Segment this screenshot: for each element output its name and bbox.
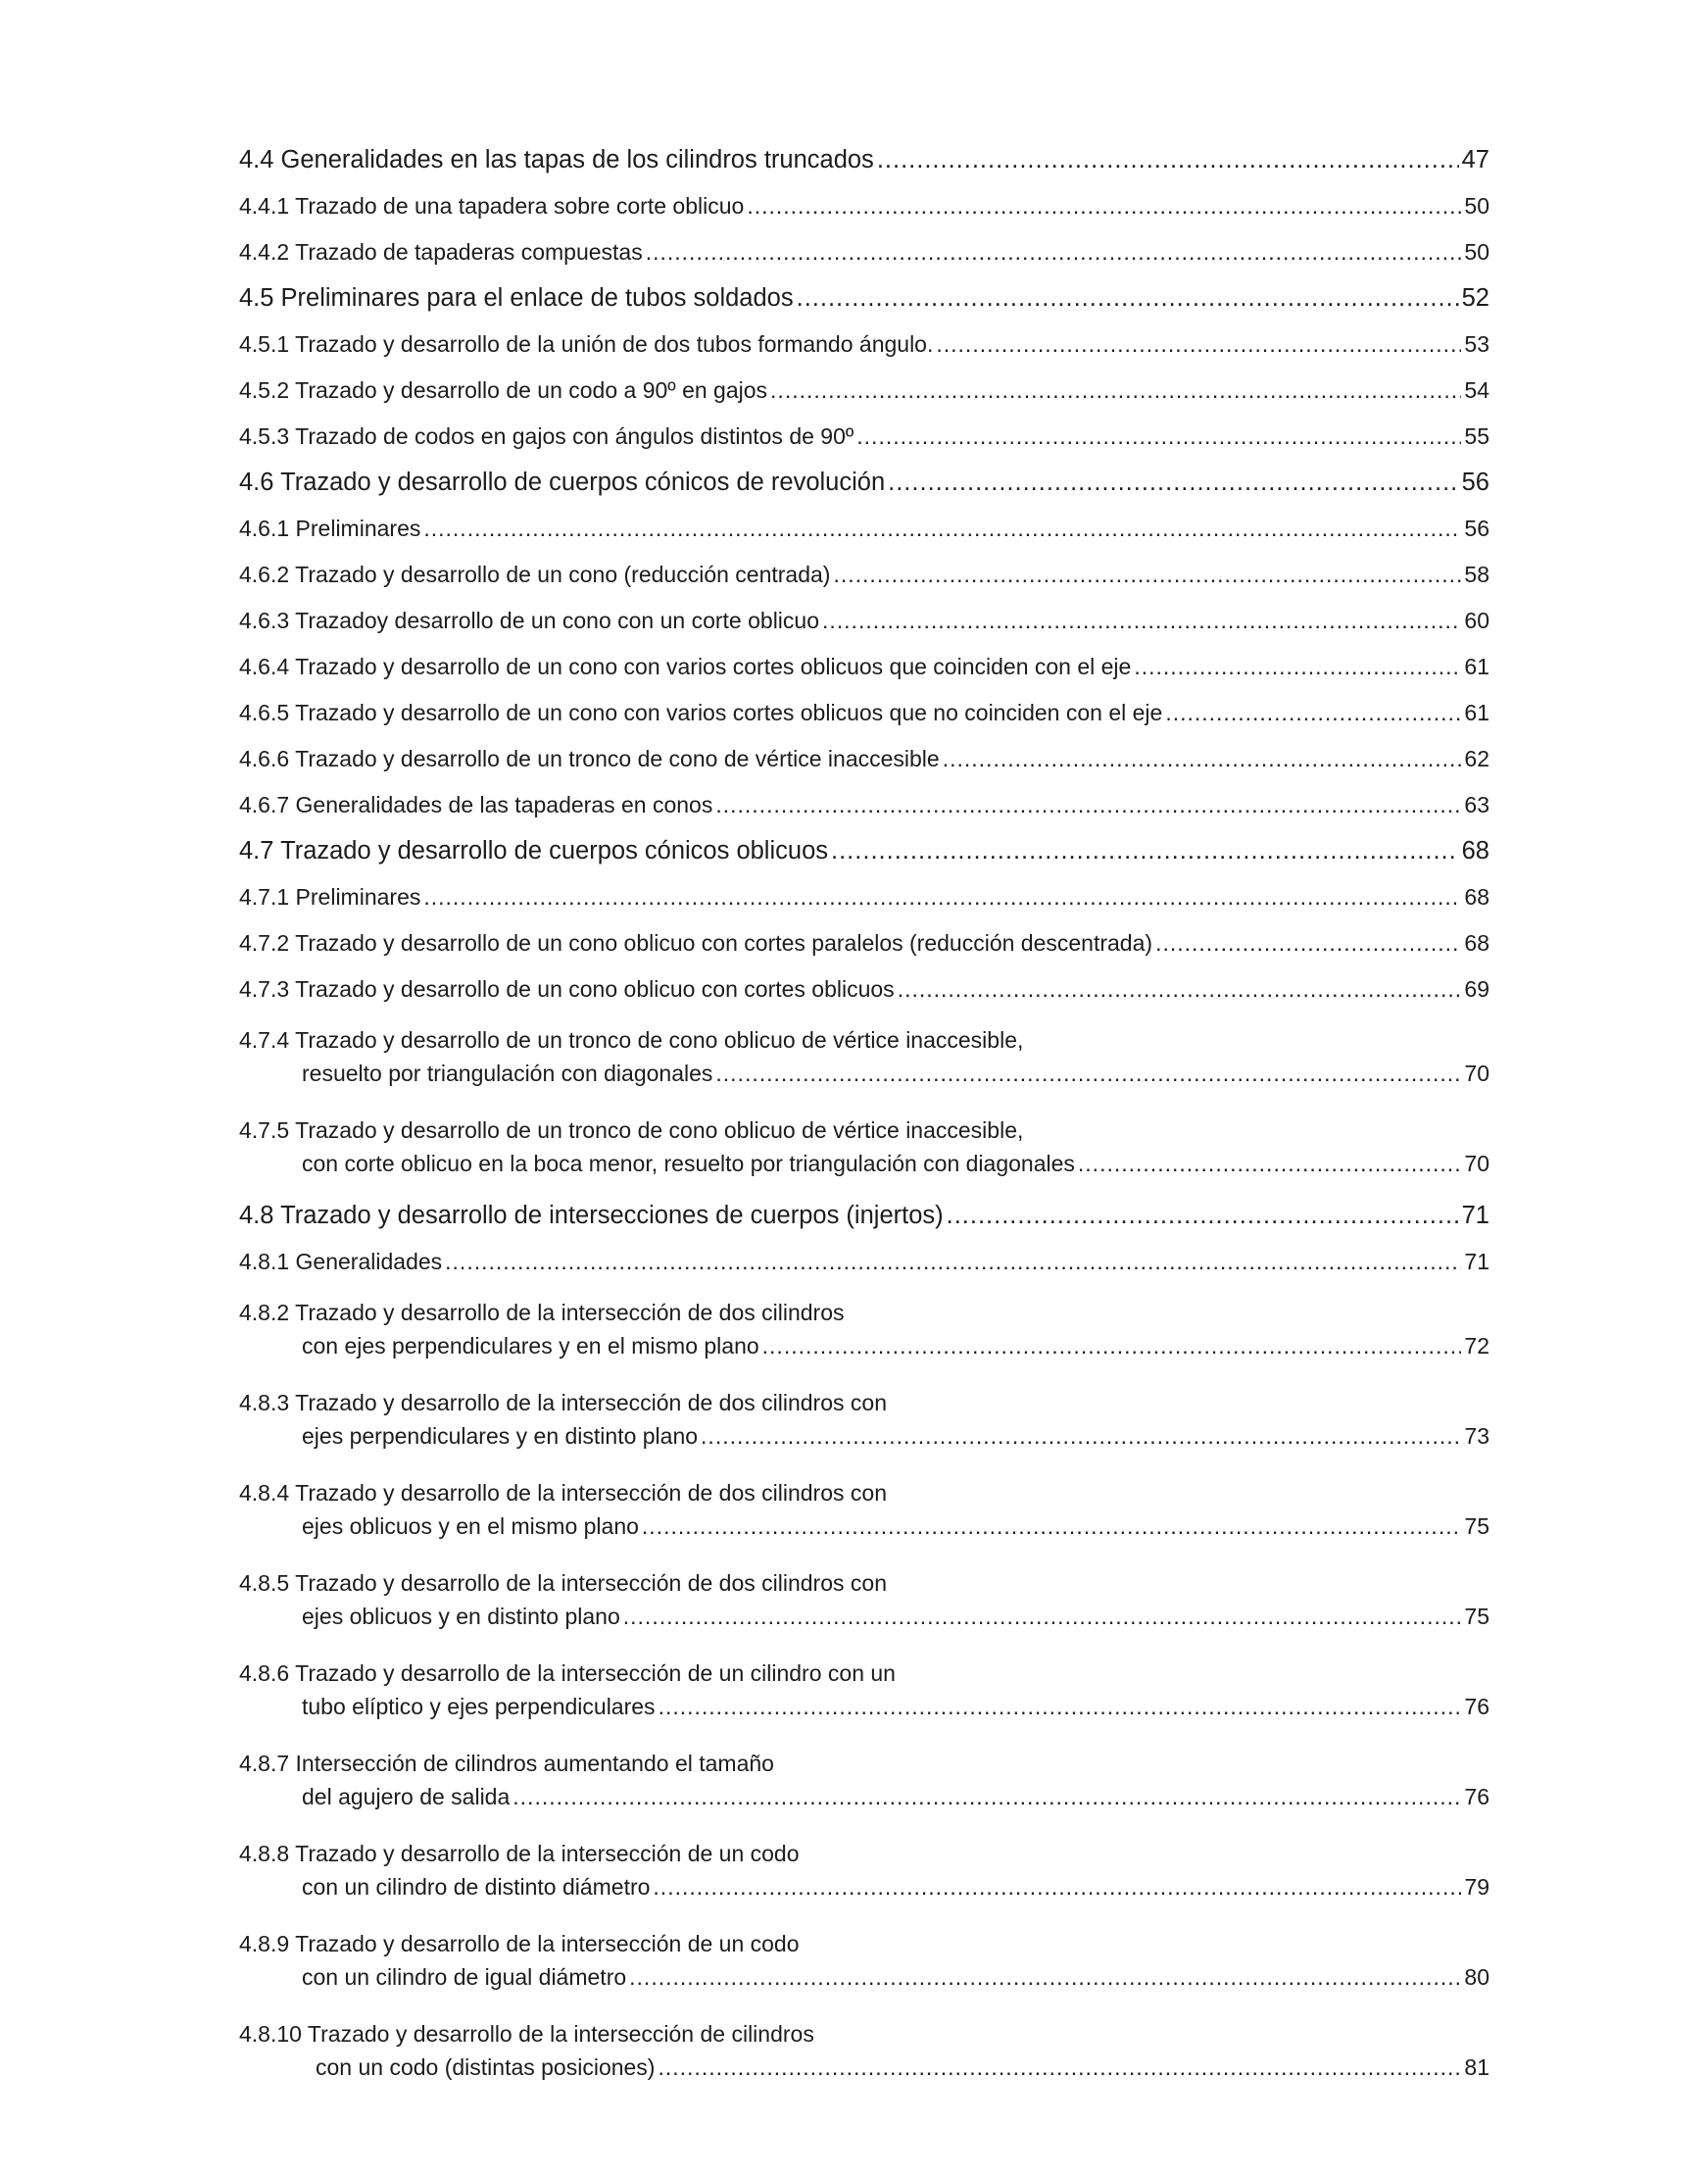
toc-entry-title: 4.5.2 Trazado y desarrollo de un codo a 90º en gajos <box>239 377 768 403</box>
toc-entry-line <box>239 183 1489 229</box>
dot-leader <box>642 1509 1462 1543</box>
toc-page-number: 63 <box>1464 792 1489 817</box>
toc-page-number: 70 <box>1464 1061 1489 1086</box>
toc-subsection-entry <box>239 1646 1489 1723</box>
toc-entry-title: del agujero de salida <box>302 1784 511 1809</box>
toc-entry-title: 4.8.3 Trazado y desarrollo de la intersección de dos cilindros con <box>239 1390 887 1415</box>
dot-leader <box>898 966 1462 1013</box>
toc-subsection-entry <box>239 1556 1489 1633</box>
toc-entry-title: con un codo (distintas posiciones) <box>316 2054 656 2080</box>
toc-entry-line <box>239 275 1489 321</box>
toc-entry-title: 4.6.5 Trazado y desarrollo de un cono con varios cortes oblicuos que no coinciden con el eje <box>239 700 1163 725</box>
toc-page-number: 68 <box>1464 930 1489 956</box>
toc-page-number: 61 <box>1464 700 1489 725</box>
toc-entry-line <box>239 1690 1489 1723</box>
dot-leader <box>833 552 1461 598</box>
dot-leader <box>646 229 1462 275</box>
dot-leader <box>653 1870 1461 1903</box>
toc-subsection-entry <box>239 644 1489 690</box>
toc-subsection-entry <box>239 506 1489 552</box>
dot-leader <box>701 1419 1461 1453</box>
toc-subsection-entry <box>239 183 1489 229</box>
toc-entry-title: 4.8.10 Trazado y desarrollo de la intersección de cilindros <box>239 2021 814 2047</box>
toc-entry-title: con un cilindro de igual diámetro <box>302 1964 627 1990</box>
toc-entry-title: con ejes perpendiculares y en el mismo plano <box>302 1333 759 1359</box>
toc-entry-line <box>239 1024 1489 1057</box>
toc-page-number: 80 <box>1464 1964 1489 1990</box>
toc-entry-title: resuelto por triangulación con diagonales <box>302 1061 713 1086</box>
toc-entry-line <box>239 1567 1489 1600</box>
toc-entry-title: 4.8.7 Intersección de cilindros aumentando el tamaño <box>239 1751 774 1776</box>
dot-leader <box>747 183 1461 229</box>
toc-subsection-entry <box>239 966 1489 1013</box>
toc-page-number: 62 <box>1464 746 1489 771</box>
toc-page-number: 55 <box>1464 423 1489 449</box>
toc-page-number: 71 <box>1461 1202 1489 1229</box>
toc-entry-line <box>239 1239 1489 1285</box>
toc-page-number: 71 <box>1464 1249 1489 1274</box>
toc-page-number: 68 <box>1464 884 1489 910</box>
toc-subsection-entry <box>239 1826 1489 1903</box>
toc-entry-line <box>239 1748 1489 1780</box>
toc-subsection-entry <box>239 1103 1489 1180</box>
toc-entry-title: 4.8.6 Trazado y desarrollo de la intersección de un cilindro con un <box>239 1660 896 1686</box>
toc-subsection-entry <box>239 782 1489 828</box>
dot-leader <box>888 460 1458 506</box>
toc-entry-title: 4.7.3 Trazado y desarrollo de un cono oblicuo con cortes oblicuos <box>239 976 895 1002</box>
toc-entry-line <box>239 460 1489 506</box>
toc-entry-title: 4.6.3 Trazadoy desarrollo de un cono con un corte oblicuo <box>239 608 819 633</box>
dot-leader <box>512 1780 1461 1813</box>
toc-entry-title: 4.8.9 Trazado y desarrollo de la intersección de un codo <box>239 1931 800 1956</box>
toc-entry-line <box>239 1147 1489 1180</box>
dot-leader <box>1155 920 1461 966</box>
toc-entry-title: 4.4 Generalidades en las tapas de los cilindros truncados <box>239 146 874 173</box>
toc-entry-title: 4.6 Trazado y desarrollo de cuerpos cónicos de revolución <box>239 469 886 496</box>
toc-subsection-entry <box>239 321 1489 368</box>
toc-entry-title: con un cilindro de distinto diámetro <box>302 1874 651 1900</box>
toc-subsection-entry <box>239 690 1489 736</box>
toc-entry-title: ejes perpendiculares y en distinto plano <box>302 1423 699 1449</box>
toc-entry-line <box>239 1509 1489 1543</box>
toc-section-entry <box>239 460 1489 506</box>
toc-entry-line <box>239 229 1489 275</box>
toc-page-number: 53 <box>1464 331 1489 357</box>
dot-leader <box>629 1960 1461 1994</box>
toc-subsection-entry <box>239 1375 1489 1453</box>
dot-leader <box>423 506 1461 552</box>
toc-page-number: 73 <box>1464 1423 1489 1449</box>
toc-entry-line <box>239 1838 1489 1870</box>
toc-entry-title: 4.8 Trazado y desarrollo de intersecciones de cuerpos (injertos) <box>239 1202 944 1229</box>
dot-leader <box>1078 1147 1462 1180</box>
toc-entry-title: 4.7.4 Trazado y desarrollo de un tronco de cono oblicuo de vértice inaccesible, <box>239 1027 1024 1053</box>
toc-entry-line <box>239 1657 1489 1690</box>
toc-page-number: 50 <box>1464 239 1489 265</box>
toc-section-entry <box>239 1193 1489 1239</box>
toc-section-entry <box>239 137 1489 183</box>
toc-entry-line <box>239 644 1489 690</box>
toc-entry-line <box>239 920 1489 966</box>
toc-entry-line <box>239 1419 1489 1453</box>
toc-subsection-entry <box>239 736 1489 782</box>
toc-entry-line <box>239 321 1489 368</box>
dot-leader <box>715 1057 1461 1090</box>
toc-subsection-entry <box>239 1736 1489 1813</box>
dot-leader <box>856 414 1461 460</box>
toc-entry-line <box>239 966 1489 1013</box>
toc-subsection-entry <box>239 1013 1489 1090</box>
toc-section-entry <box>239 828 1489 874</box>
toc-entry-title: 4.4.2 Trazado de tapaderas compuestas <box>239 239 643 265</box>
toc-entry-line <box>239 414 1489 460</box>
toc-page-number: 81 <box>1464 2054 1489 2080</box>
toc-entry-title: 4.6.7 Generalidades de las tapaderas en conos <box>239 792 713 817</box>
toc-page-number: 50 <box>1464 193 1489 219</box>
dot-leader <box>715 782 1461 828</box>
dot-leader <box>943 736 1462 782</box>
toc-entry-line <box>239 736 1489 782</box>
toc-entry-title: 4.4.1 Trazado de una tapadera sobre corte oblicuo <box>239 193 745 219</box>
toc-page-number: 61 <box>1464 654 1489 679</box>
toc-subsection-entry <box>239 2006 1489 2084</box>
dot-leader <box>770 368 1461 414</box>
toc-page-number: 75 <box>1464 1604 1489 1629</box>
toc-section-entry <box>239 275 1489 321</box>
dot-leader <box>1134 644 1461 690</box>
toc-entry-title: 4.7.1 Preliminares <box>239 884 421 910</box>
toc-entry-line <box>239 1193 1489 1239</box>
toc-entry-line <box>239 1960 1489 1994</box>
toc-entry-line <box>239 552 1489 598</box>
toc-entry-line <box>239 782 1489 828</box>
toc-entry-title: tubo elíptico y ejes perpendiculares <box>302 1694 656 1719</box>
toc-entry-line <box>239 690 1489 736</box>
dot-leader <box>658 2051 1461 2084</box>
toc-page-number: 47 <box>1461 146 1489 173</box>
toc-page-number: 56 <box>1461 469 1489 496</box>
dot-leader <box>831 828 1459 874</box>
toc-entry-title: 4.8.1 Generalidades <box>239 1249 443 1274</box>
toc-entry-line <box>239 1928 1489 1960</box>
toc-entry-title: 4.5.1 Trazado y desarrollo de la unión de dos tubos formando ángulo. <box>239 331 934 357</box>
toc-entry-line <box>239 1057 1489 1090</box>
toc-entry-line <box>239 1870 1489 1903</box>
dot-leader <box>822 598 1461 644</box>
toc-entry-line <box>239 1114 1489 1147</box>
toc-entry-title: ejes oblicuos y en distinto plano <box>302 1604 620 1629</box>
toc-subsection-entry <box>239 368 1489 414</box>
toc-subsection-entry <box>239 414 1489 460</box>
toc-entry-title: 4.6.6 Trazado y desarrollo de un tronco de cono de vértice inaccesible <box>239 746 940 771</box>
toc-entry-line <box>239 1477 1489 1509</box>
toc-page-number: 76 <box>1464 1784 1489 1809</box>
toc-page-number: 76 <box>1464 1694 1489 1719</box>
dot-leader <box>797 275 1459 321</box>
toc-entry-title: ejes oblicuos y en el mismo plano <box>302 1513 639 1539</box>
toc-entry-line <box>239 2018 1489 2051</box>
toc-entry-title: 4.8.5 Trazado y desarrollo de la intersección de dos cilindros con <box>239 1570 887 1596</box>
toc-subsection-entry <box>239 1285 1489 1362</box>
toc-entry-title: 4.5.3 Trazado de codos en gajos con ángulos distintos de 90º <box>239 423 854 449</box>
toc-page-number: 72 <box>1464 1333 1489 1359</box>
toc-page-number: 58 <box>1464 562 1489 587</box>
toc-entry-title: 4.8.4 Trazado y desarrollo de la intersección de dos cilindros con <box>239 1480 887 1506</box>
toc-entry-title: 4.7 Trazado y desarrollo de cuerpos cónicos oblicuos <box>239 837 829 865</box>
toc-entry-line <box>239 874 1489 920</box>
toc-subsection-entry <box>239 874 1489 920</box>
toc-page-number: 75 <box>1464 1513 1489 1539</box>
toc-entry-line <box>239 1387 1489 1419</box>
dot-leader <box>936 321 1461 368</box>
dot-leader <box>947 1193 1459 1239</box>
toc-page-number: 68 <box>1461 837 1489 865</box>
dot-leader <box>445 1239 1461 1285</box>
toc-entry-line <box>239 1297 1489 1329</box>
toc-subsection-entry <box>239 920 1489 966</box>
toc-entry-title: 4.7.2 Trazado y desarrollo de un cono oblicuo con cortes paralelos (reducción descentrada) <box>239 930 1153 956</box>
toc-entry-title: 4.6.1 Preliminares <box>239 516 421 541</box>
toc-entry-line <box>239 598 1489 644</box>
toc-entry-title: 4.5 Preliminares para el enlace de tubos soldados <box>239 284 794 312</box>
toc-subsection-entry <box>239 598 1489 644</box>
toc-entry-line <box>239 368 1489 414</box>
toc-entry-line <box>239 137 1489 183</box>
toc-page-number: 79 <box>1464 1874 1489 1900</box>
table-of-contents <box>239 137 1489 2097</box>
dot-leader <box>423 874 1461 920</box>
toc-subsection-entry <box>239 1916 1489 1994</box>
dot-leader <box>659 1690 1462 1723</box>
dot-leader <box>1165 690 1461 736</box>
toc-subsection-entry <box>239 229 1489 275</box>
toc-entry-title: 4.7.5 Trazado y desarrollo de un tronco de cono oblicuo de vértice inaccesible, <box>239 1117 1024 1143</box>
toc-entry-title: 4.8.2 Trazado y desarrollo de la intersección de dos cilindros <box>239 1300 845 1325</box>
toc-page-number: 60 <box>1464 608 1489 633</box>
toc-subsection-entry <box>239 1465 1489 1543</box>
toc-entry-line <box>239 1600 1489 1633</box>
toc-entry-title: 4.6.4 Trazado y desarrollo de un cono con varios cortes oblicuos que coinciden con el eje <box>239 654 1132 679</box>
toc-entry-title: 4.6.2 Trazado y desarrollo de un cono (reducción centrada) <box>239 562 831 587</box>
dot-leader <box>623 1600 1462 1633</box>
toc-page-number: 56 <box>1464 516 1489 541</box>
toc-subsection-entry <box>239 1239 1489 1285</box>
toc-entry-line <box>239 1780 1489 1813</box>
toc-page-number: 54 <box>1464 377 1489 403</box>
toc-entry-line <box>239 506 1489 552</box>
toc-entry-line <box>239 1329 1489 1362</box>
toc-page-number: 52 <box>1461 284 1489 312</box>
toc-entry-title: con corte oblicuo en la boca menor, resuelto por triangulación con diagonales <box>302 1151 1075 1176</box>
toc-entry-line <box>239 828 1489 874</box>
toc-entry-title: 4.8.8 Trazado y desarrollo de la intersección de un codo <box>239 1841 800 1866</box>
dot-leader <box>877 137 1459 183</box>
toc-subsection-entry <box>239 552 1489 598</box>
toc-entry-line <box>239 2051 1489 2084</box>
dot-leader <box>762 1329 1462 1362</box>
toc-page-number: 70 <box>1464 1151 1489 1176</box>
toc-page-number: 69 <box>1464 976 1489 1002</box>
